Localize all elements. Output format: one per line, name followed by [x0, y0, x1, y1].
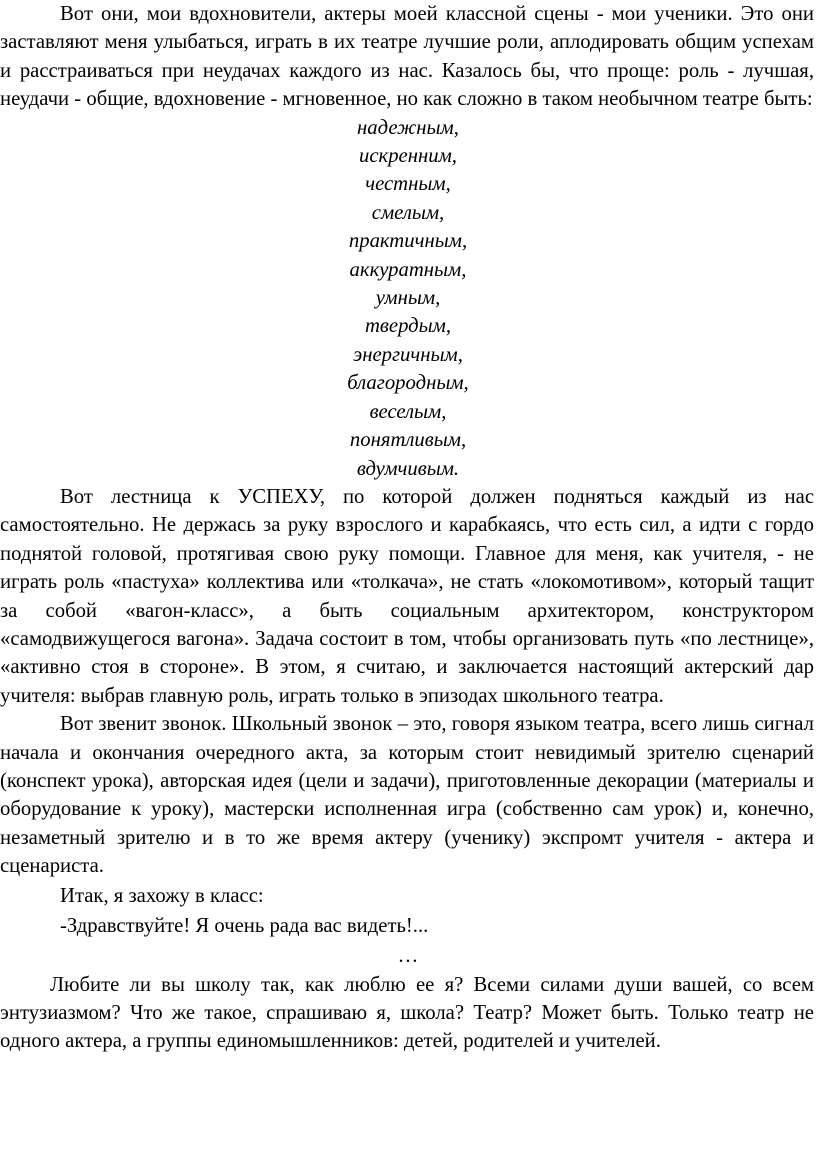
quality-item: практичным,	[348, 230, 468, 253]
quality-item: веселым,	[369, 400, 447, 423]
quality-item: вдумчивым.	[356, 457, 460, 480]
bell-paragraph: Вот звенит звонок. Школьный звонок – это, говоря языком театра, всего лишь сигнал начала и окончания очередного акта, за которым стоит невидимый зрителю сценарий (конспект урока), авторская идея (цели и задачи), приготовленные декорации (материалы и оборудование к уроку), мастерски исполненная игра (собственно сам урок) и, конечно, незаметный зрителю и в то же время актеру (ученику) экспромт учителя - актера и сценариста.	[0, 713, 814, 878]
quality-item: аккуратным,	[349, 258, 467, 281]
quality-item: благородным,	[347, 372, 469, 395]
intro-paragraph: Вот они, мои вдохновители, актеры моей классной сцены - мои ученики. Это они заставляют меня улыбаться, играть в их театре лучшие роли, аплодировать общим успехам и расстраиваться при неудачах каждого из нас. Казалось бы, что проще: роль - лучшая, неудачи - общие, вдохновение - мгновенное, но как сложно в таком необычном театре быть:	[0, 3, 814, 111]
quality-item: энергичным,	[353, 343, 463, 366]
quality-item: смелым,	[371, 201, 445, 224]
quality-item: твердым,	[364, 315, 452, 338]
quality-item: честным,	[365, 173, 451, 196]
ladder-paragraph: Вот лестница к УСПЕХУ, по которой должен подняться каждый из нас самостоятельно. Не держась за руку взрослого и карабкаясь, что есть сил, а идти с гордо поднятой головой, протягивая свою руку помощи. Главное для меня, как учителя, - не играть роль «пастуха» коллектива или «толкача», не стать «локомотивом», который тащит за собой «вагон-класс», а быть социальным архитектором, конструктором «самодвижущегося вагона». Задача состоит в том, чтобы организовать путь «по лестнице», «активно стоя в стороне». В этом, я считаю, и заключается настоящий актерский дар учителя: выбрав главную роль, играть только в эпизодах школьного театра.	[0, 485, 814, 707]
ellipsis-separator: …	[397, 944, 419, 967]
quality-item: умным,	[375, 287, 441, 310]
qualities-list	[0, 114, 816, 483]
enter-line: Итак, я захожу в класс:	[60, 884, 264, 907]
quality-item: понятливым,	[349, 429, 467, 452]
quality-item: искренним,	[359, 145, 457, 168]
quality-item: надежным,	[357, 116, 459, 139]
greeting-line: -Здравствуйте! Я очень рада вас видеть!...	[60, 914, 429, 937]
closing-paragraph: Любите ли вы школу так, как люблю ее я? Всеми силами души вашей, со всем энтузиазмом? Что же такое, спрашиваю я, школа? Театр? Может быть. Только театр не одного актера, а группы единомышленников: детей, родителей и учителей.	[0, 973, 814, 1053]
